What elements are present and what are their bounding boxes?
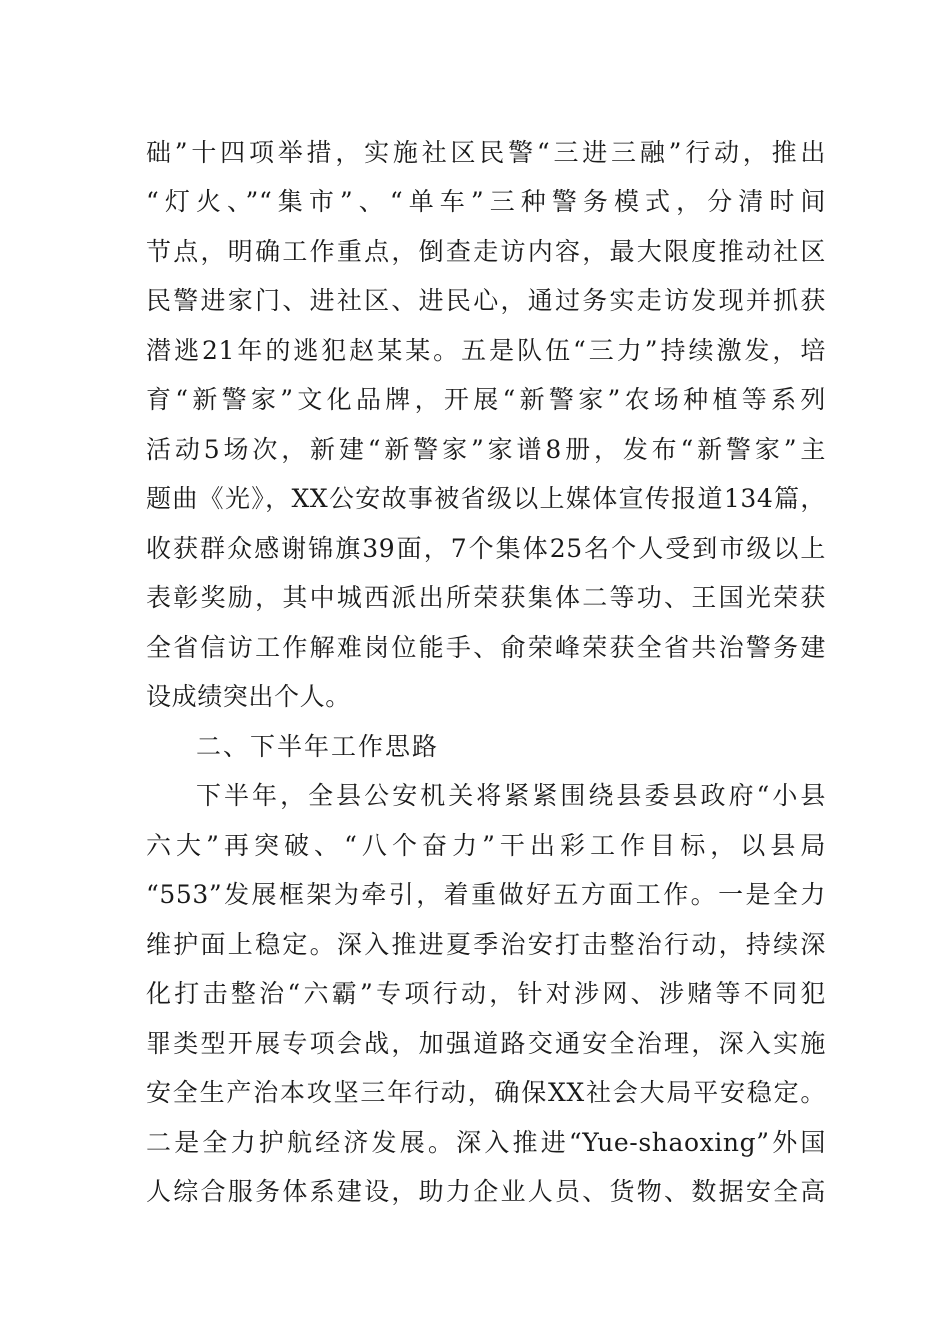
paragraph-line: 育“新警家”文化品牌，开展“新警家”农场种植等系列	[146, 385, 826, 414]
paragraph-line: 节点，明确工作重点，倒查走访内容，最大限度推动社区	[146, 237, 826, 266]
paragraph-line: 下半年，全县公安机关将紧紧围绕县委县政府“小县	[196, 781, 826, 810]
paragraph-line: 表彰奖励，其中城西派出所荣获集体二等功、王国光荣获	[146, 583, 826, 612]
paragraph-line: 础”十四项举措，实施社区民警“三进三融”行动，推出	[146, 138, 826, 167]
paragraph-line: 潜逃21年的逃犯赵某某。五是队伍“三力”持续激发，培	[146, 336, 826, 365]
paragraph-line: 六大”再突破、“八个奋力”干出彩工作目标，以县局	[146, 831, 826, 860]
paragraph-line: 维护面上稳定。深入推进夏季治安打击整治行动，持续深	[146, 930, 826, 959]
paragraph-line: 化打击整治“六霸”专项行动，针对涉网、涉赌等不同犯	[146, 979, 826, 1008]
paragraph-line: 全省信访工作解难岗位能手、俞荣峰荣获全省共治警务建	[146, 633, 826, 662]
paragraph-line: 人综合服务体系建设，助力企业人员、货物、数据安全高	[146, 1177, 826, 1206]
paragraph-line: 安全生产治本攻坚三年行动，确保XX社会大局平安稳定。	[146, 1078, 826, 1107]
paragraph-line: “灯火、”“集市”、“单车”三种警务模式，分清时间	[146, 187, 826, 216]
paragraph-line: 设成绩突出个人。	[146, 682, 351, 711]
paragraph-line: 题曲《光》，XX公安故事被省级以上媒体宣传报道134篇，	[146, 484, 826, 513]
paragraph-line: 活动5场次，新建“新警家”家谱8册，发布“新警家”主	[146, 435, 826, 464]
paragraph-line: 收获群众感谢锦旗39面，7个集体25名个人受到市级以上	[146, 534, 826, 563]
paragraph-line: “553”发展框架为牵引，着重做好五方面工作。一是全力	[146, 880, 826, 909]
paragraph-line: 罪类型开展专项会战，加强道路交通安全治理，深入实施	[146, 1029, 826, 1058]
paragraph-line: 二是全力护航经济发展。深入推进“Yue-shaoxing”外国	[146, 1128, 826, 1157]
paragraph-line: 民警进家门、进社区、进民心，通过务实走访发现并抓获	[146, 286, 826, 315]
section-heading: 二、下半年工作思路	[196, 732, 440, 761]
